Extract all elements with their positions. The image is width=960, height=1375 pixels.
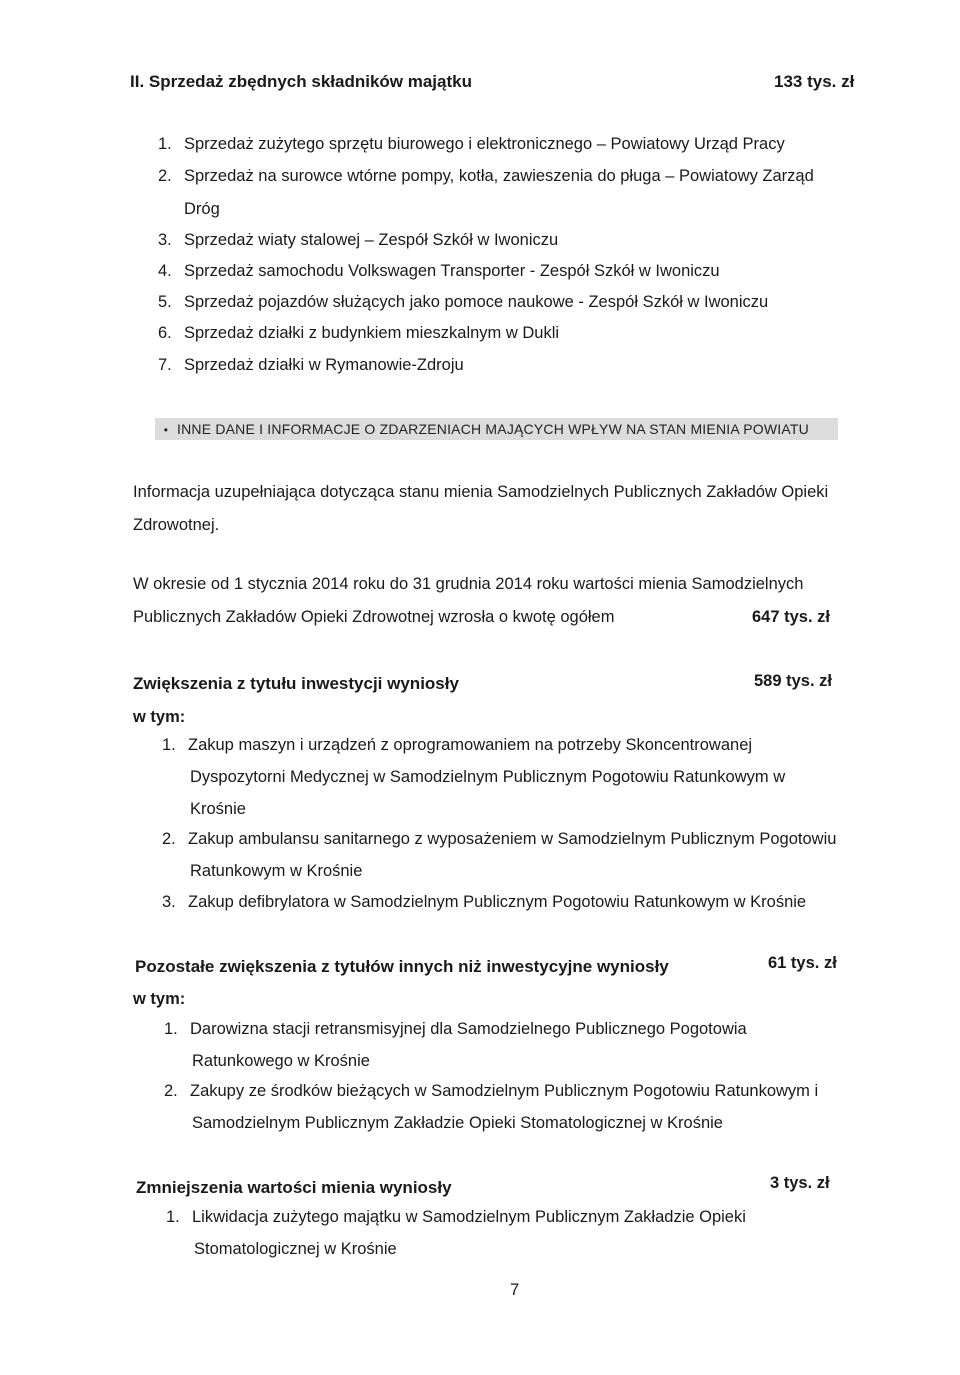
list-item-continuation: Stomatologicznej w Krośnie xyxy=(194,1240,397,1258)
list-item: 6. Sprzedaż działki z budynkiem mieszkalnym w Dukli xyxy=(158,324,560,342)
other-title: Pozostałe zwiększenia z tytułów innych niż inwestycyjne wyniosły xyxy=(135,957,669,976)
list-item: 3. Zakup defibrylatora w Samodzielnym Publicznym Pogotowiu Ratunkowym w Krośnie xyxy=(162,893,807,911)
list-item-continuation: Dyspozytorni Medycznej w Samodzielnym Publicznym Pogotowiu Ratunkowym w xyxy=(190,768,786,786)
section-title: II. Sprzedaż zbędnych składników majątku xyxy=(130,72,472,91)
decreases-title: Zmniejszenia wartości mienia wyniosły xyxy=(136,1178,452,1197)
decreases-amount: 3 tys. zł xyxy=(770,1174,830,1192)
list-item-continuation: Ratunkowego w Krośnie xyxy=(192,1052,370,1070)
list-item: 1. Sprzedaż zużytego sprzętu biurowego i elektronicznego – Powiatowy Urząd Pracy xyxy=(158,135,785,153)
period-line: W okresie od 1 stycznia 2014 roku do 31 grudnia 2014 roku wartości mienia Samodzielnych xyxy=(133,575,804,593)
list-item: 1. Darowizna stacji retransmisyjnej dla Samodzielnego Publicznego Pogotowia xyxy=(164,1020,747,1038)
list-item-continuation: Krośnie xyxy=(190,800,246,818)
period-line: Publicznych Zakładów Opieki Zdrowotnej wzrosła o kwotę ogółem xyxy=(133,608,615,626)
list-item: 4. Sprzedaż samochodu Volkswagen Transporter - Zespół Szkół w Iwoniczu xyxy=(158,262,720,280)
list-item-continuation: Dróg xyxy=(184,200,220,218)
other-wtym: w tym: xyxy=(133,990,186,1008)
list-item: 1. Zakup maszyn i urządzeń z oprogramowaniem na potrzeby Skoncentrowanej xyxy=(162,736,753,754)
list-item: 1. Likwidacja zużytego majątku w Samodzielnym Publicznym Zakładzie Opieki xyxy=(166,1208,746,1226)
bullet-icon: • xyxy=(163,423,169,437)
list-item: 2. Zakupy ze środków bieżących w Samodzielnym Publicznym Pogotowiu Ratunkowym i xyxy=(164,1082,819,1100)
intro-line: Zdrowotnej. xyxy=(133,516,220,534)
section-amount: 133 tys. zł xyxy=(774,72,855,91)
list-item: 5. Sprzedaż pojazdów służących jako pomoce naukowe - Zespół Szkół w Iwoniczu xyxy=(158,293,769,311)
list-item-continuation: Ratunkowym w Krośnie xyxy=(190,862,363,880)
list-item: 2. Sprzedaż na surowce wtórne pompy, kotła, zawieszenia do pługa – Powiatowy Zarząd xyxy=(158,167,814,185)
list-item-continuation: Samodzielnym Publicznym Zakładzie Opieki Stomatologicznej w Krośnie xyxy=(192,1114,723,1132)
list-item: 3. Sprzedaż wiaty stalowej – Zespół Szkół w Iwoniczu xyxy=(158,231,559,249)
investments-title: Zwiększenia z tytułu inwestycji wyniosły xyxy=(133,674,459,693)
list-item: 7. Sprzedaż działki w Rymanowie-Zdroju xyxy=(158,356,464,374)
investments-amount: 589 tys. zł xyxy=(754,672,832,690)
section-banner xyxy=(155,418,838,440)
page-number: 7 xyxy=(510,1281,520,1299)
banner-text: INNE DANE I INFORMACJE O ZDARZENIACH MAJĄCYCH WPŁYW NA STAN MIENIA POWIATU xyxy=(177,421,809,437)
intro-line: Informacja uzupełniająca dotycząca stanu mienia Samodzielnych Publicznych Zakładów Opieki xyxy=(133,483,829,501)
period-amount: 647 tys. zł xyxy=(752,608,830,626)
list-item: 2. Zakup ambulansu sanitarnego z wyposażeniem w Samodzielnym Publicznym Pogotowiu xyxy=(162,830,837,848)
investments-wtym: w tym: xyxy=(133,708,186,726)
other-amount: 61 tys. zł xyxy=(768,954,837,972)
